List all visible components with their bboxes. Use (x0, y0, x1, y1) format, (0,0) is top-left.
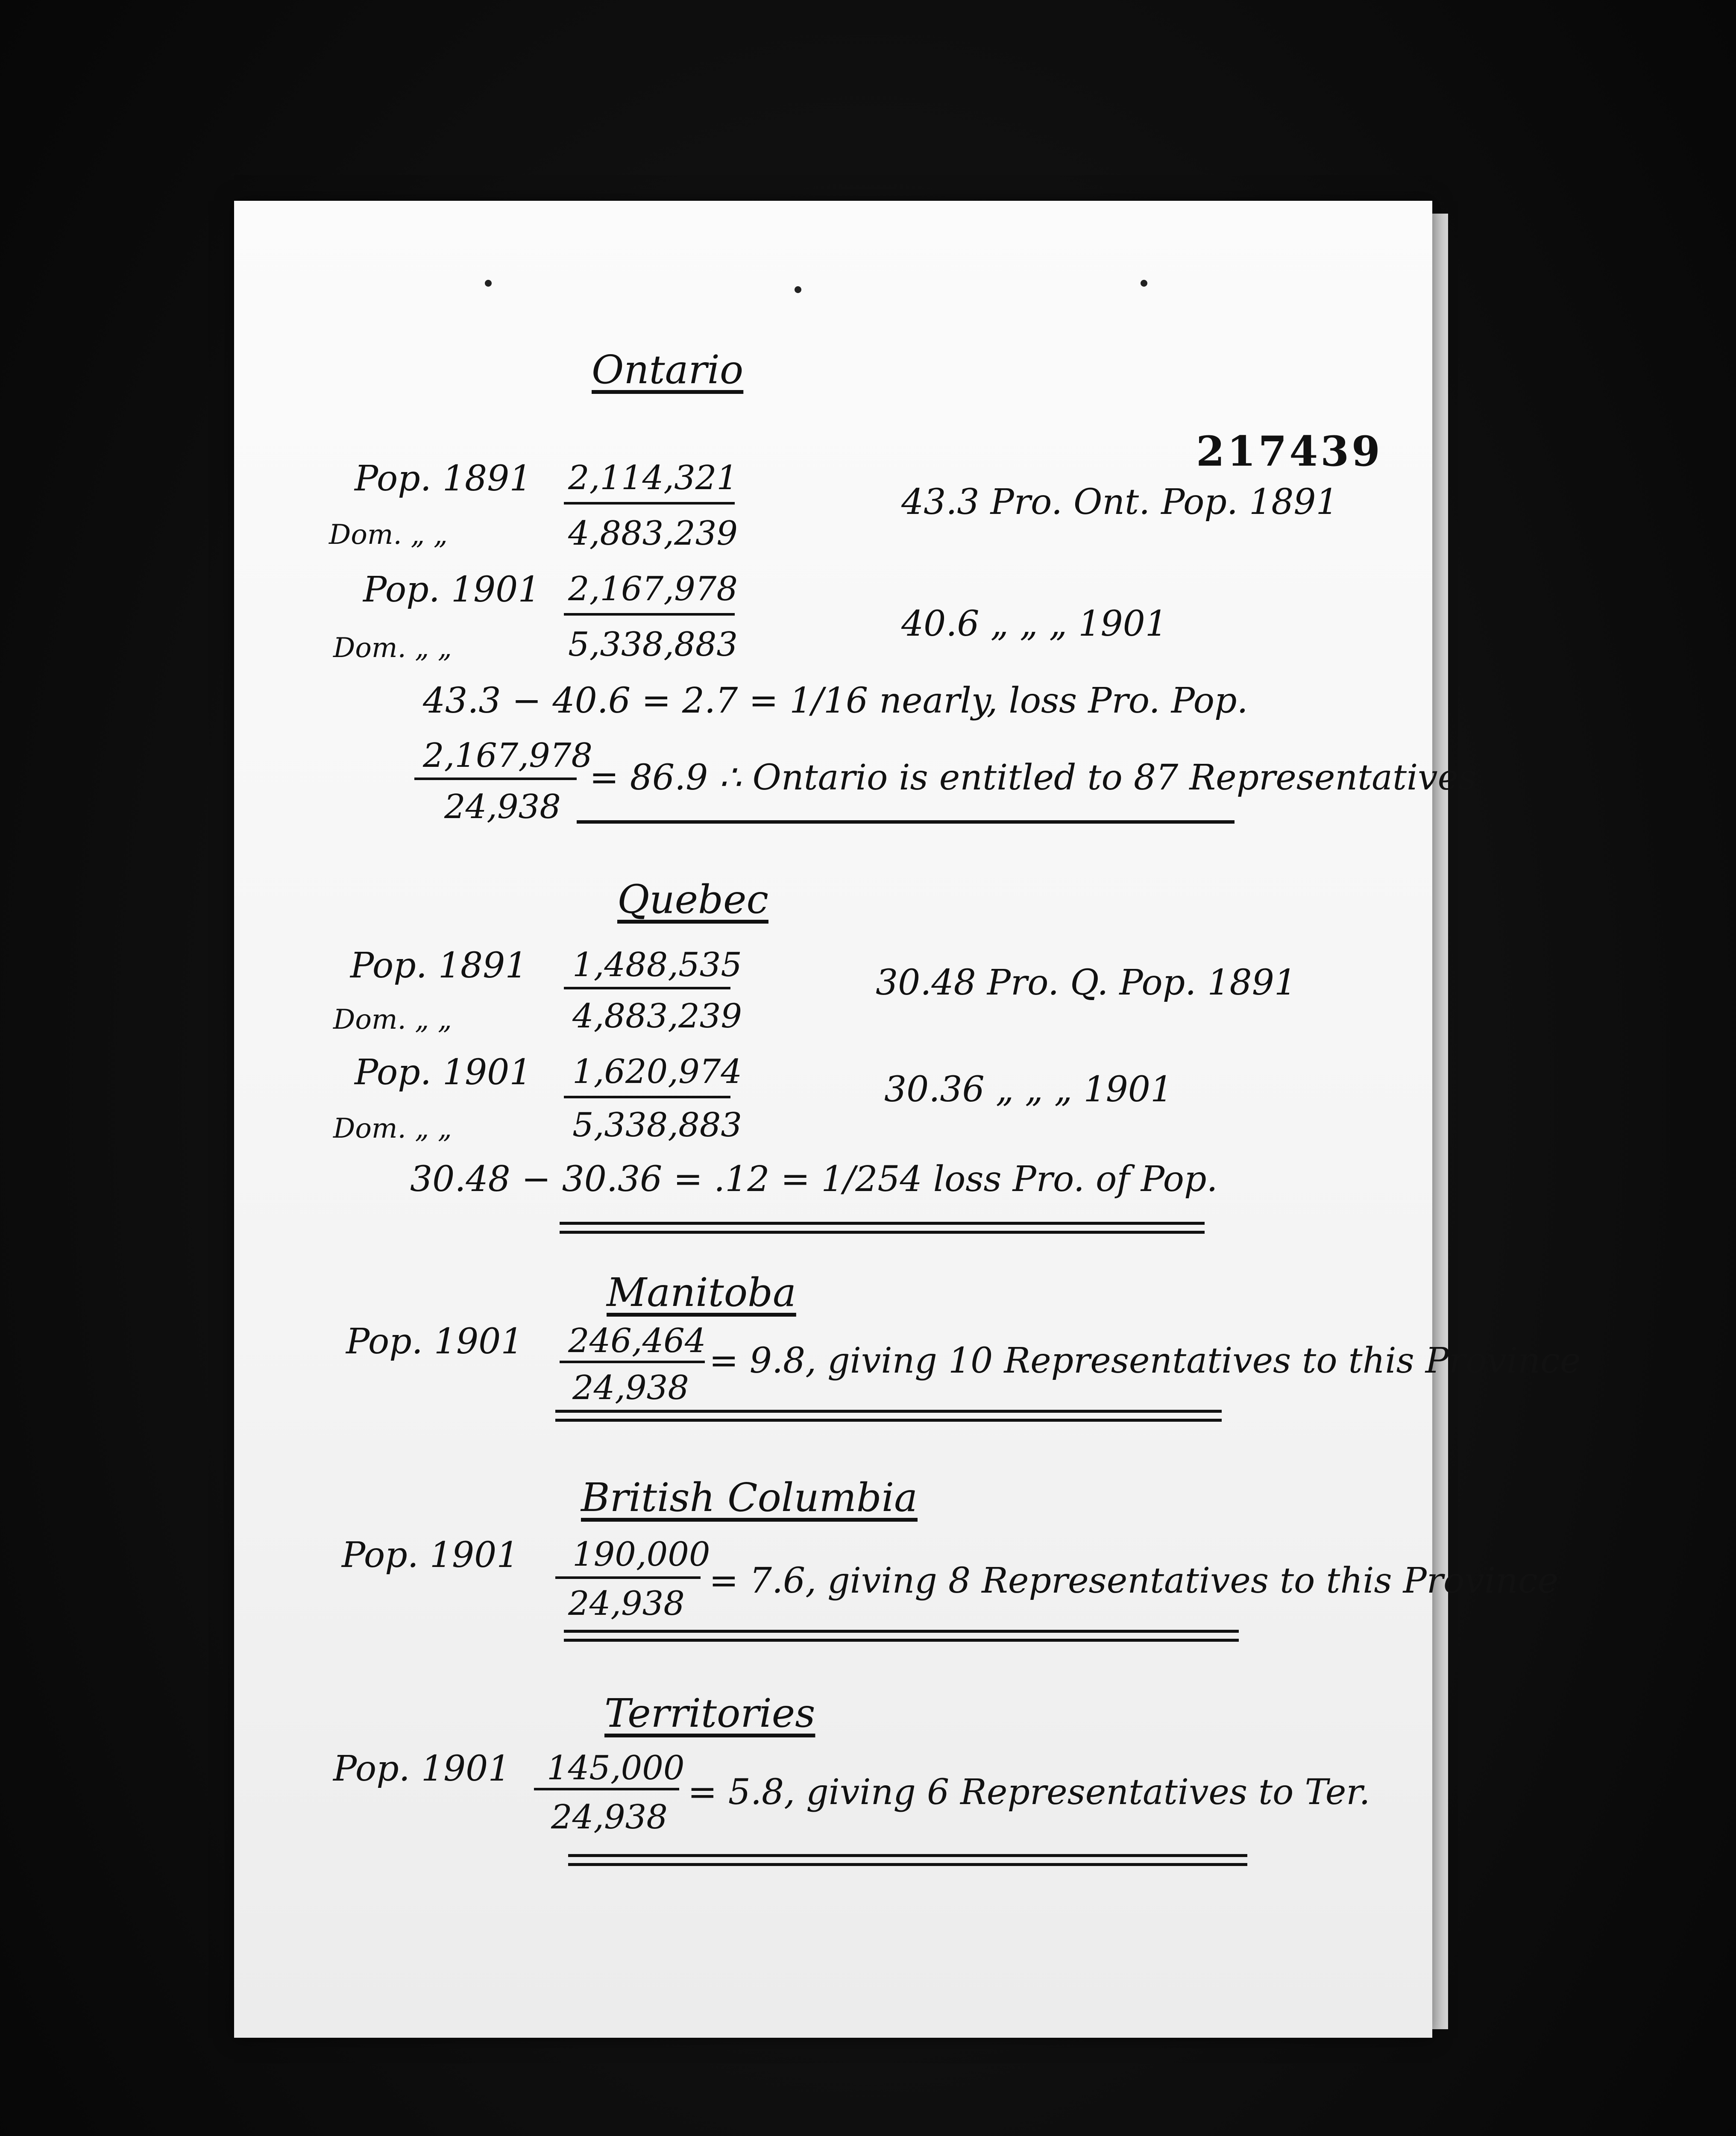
manitoba-frac-den: 24,938 (572, 1369, 689, 1407)
fraction-bar (560, 1361, 705, 1363)
quebec-pop1891-label: Pop. 1891 (350, 945, 528, 986)
punch-mark (795, 286, 801, 293)
ontario-frac-den: 24,938 (444, 788, 561, 826)
manitoba-label: Pop. 1901 (346, 1321, 523, 1362)
ontario-pop1901-label: Pop. 1901 (363, 569, 540, 610)
fraction-bar (564, 502, 735, 505)
ontario-pct1891: 43.3 Pro. Ont. Pop. 1891 (901, 482, 1338, 522)
quebec-dom1901-value: 5,338,883 (572, 1106, 742, 1144)
ontario-frac-num: 2,167,978 (423, 736, 592, 775)
quebec-dom1891-label: Dom. „ „ (333, 1004, 452, 1036)
quebec-diff: 30.48 − 30.36 = .12 = 1/254 loss Pro. of Pop. (410, 1159, 1218, 1200)
quebec-dom1901-label: Dom. „ „ (333, 1113, 452, 1144)
manitoba-frac-num: 246,464 (568, 1322, 706, 1360)
quebec-pop1891-value: 1,488,535 (572, 946, 742, 984)
section-double-rule (564, 1630, 1239, 1642)
punch-mark (1141, 280, 1147, 287)
section-double-rule (555, 1410, 1222, 1422)
british-columbia-frac-num: 190,000 (572, 1535, 710, 1574)
british-columbia-result: = 7.6, giving 8 Representatives to this Province (709, 1561, 1559, 1601)
manitoba-result: = 9.8, giving 10 Representatives to this Province (709, 1341, 1581, 1381)
ontario-diff: 43.3 − 40.6 = 2.7 = 1/16 nearly, loss Pro. Pop. (423, 681, 1248, 721)
ontario-result: = 86.9 ∴ Ontario is entitled to 87 Representatives (589, 757, 1477, 798)
section-double-rule (568, 1854, 1247, 1866)
quebec-pop1901-label: Pop. 1901 (355, 1052, 532, 1093)
section-double-rule (560, 1222, 1205, 1234)
british-columbia-label: Pop. 1901 (342, 1535, 519, 1576)
quebec-dom1891-value: 4,883,239 (572, 997, 742, 1036)
fraction-bar (555, 1576, 701, 1579)
fraction-bar (534, 1788, 679, 1790)
fraction-bar (564, 613, 735, 616)
ontario-title: Ontario (592, 347, 744, 393)
quebec-pct1901: 30.36 „ „ „ 1901 (884, 1069, 1173, 1110)
quebec-title: Quebec (617, 877, 768, 922)
territories-frac-num: 145,000 (547, 1749, 685, 1787)
territories-title: Territories (604, 1690, 815, 1736)
ontario-dom1891-label: Dom. „ „ (329, 519, 448, 551)
territories-label: Pop. 1901 (333, 1749, 510, 1789)
manitoba-title: Manitoba (607, 1270, 796, 1315)
ontario-pop1891-label: Pop. 1891 (355, 458, 532, 499)
territories-frac-den: 24,938 (551, 1798, 668, 1837)
british-columbia-title: British Columbia (581, 1475, 918, 1520)
archive-stamp-number: 217439 (1196, 427, 1383, 475)
ontario-dom1901-label: Dom. „ „ (333, 632, 452, 664)
fraction-bar (564, 1096, 730, 1098)
territories-result: = 5.8, giving 6 Representatives to Ter. (688, 1772, 1370, 1813)
ontario-pct1901: 40.6 „ „ „ 1901 (901, 604, 1167, 644)
punch-mark (485, 280, 492, 287)
quebec-pct1891: 30.48 Pro. Q. Pop. 1891 (876, 962, 1297, 1003)
fraction-bar (564, 987, 730, 989)
section-rule (577, 820, 1235, 824)
fraction-bar (414, 778, 577, 780)
british-columbia-frac-den: 24,938 (568, 1584, 685, 1623)
quebec-pop1901-value: 1,620,974 (572, 1053, 742, 1091)
ontario-dom1891-value: 4,883,239 (568, 514, 738, 553)
ontario-dom1901-value: 5,338,883 (568, 625, 738, 664)
ontario-pop1901-value: 2,167,978 (568, 570, 738, 608)
ontario-pop1891-value: 2,114,321 (568, 459, 738, 497)
